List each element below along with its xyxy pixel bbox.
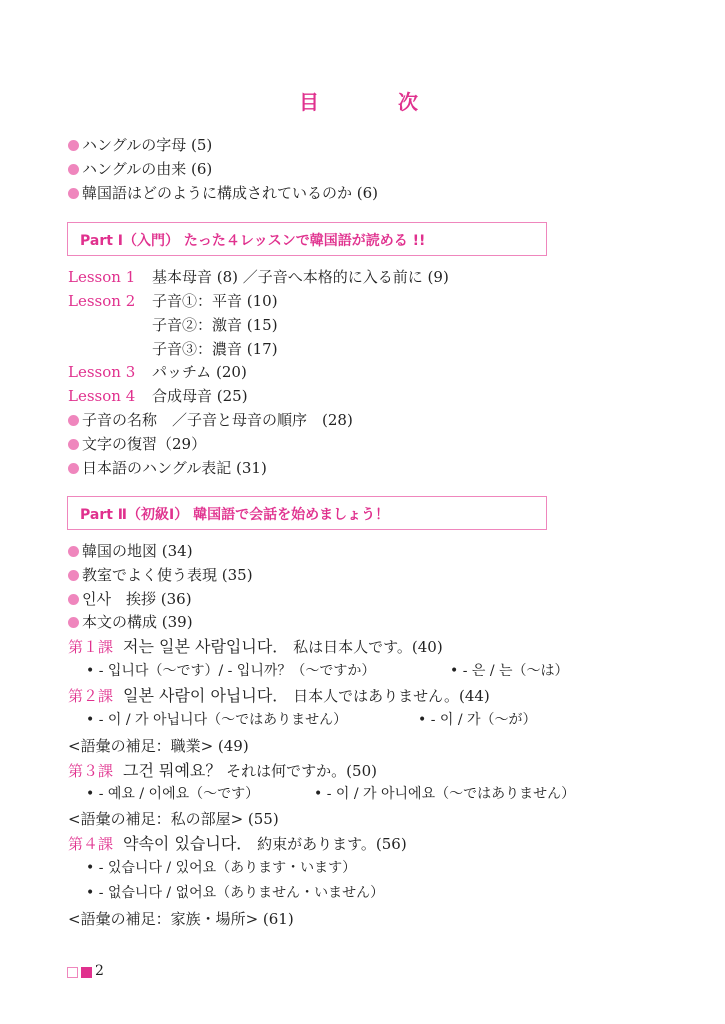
- ka-4: 第４課 약속이 있습니다． 約束があります。(56): [68, 834, 407, 853]
- bullet-dot-icon: [68, 415, 79, 426]
- ka-3-grammar: • - 예요 / 이에요（～です）: [86, 786, 260, 802]
- toc-entry: 韓国の地図 (34): [68, 541, 193, 561]
- bullet-dot-icon: [68, 617, 79, 628]
- lesson-2: Lesson 2 子音①：平音 (10): [68, 292, 278, 310]
- ka-1: 第１課 저는 일본 사람입니다． 私は日本人です。(40): [68, 637, 443, 656]
- ka-1-grammar: • - 입니다（～です）/ - 입니까？（～ですか）: [86, 663, 376, 679]
- part1-heading-box: [67, 222, 547, 256]
- ka-4-grammar: • - 있습니다 / 있어요（あります・います）: [86, 860, 357, 876]
- vocab-supplement: <語彙の補足：家族・場所> (61): [68, 910, 294, 928]
- toc-entry: 本文の構成 (39): [68, 612, 193, 632]
- ka-2-grammar: • - 이 / 가（～が）: [418, 712, 537, 728]
- bullet-dot-icon: [68, 594, 79, 605]
- toc-entry: ハングルの由来 (6): [68, 159, 212, 179]
- toc-entry: 文字の復習（29）: [68, 434, 206, 454]
- ka-4-grammar: • - 없습니다 / 없어요（ありません・いません）: [86, 885, 385, 901]
- vocab-supplement: <語彙の補足：私の部屋> (55): [68, 810, 279, 828]
- ka-3: 第３課 그건 뭐예요？ それは何ですか。(50): [68, 761, 377, 780]
- toc-entry: 教室でよく使う表現 (35): [68, 565, 253, 585]
- lesson-3: Lesson 3 パッチム (20): [68, 363, 247, 381]
- toc-entry: 인사 挨拶 (36): [68, 589, 192, 609]
- toc-title-char-1: 目: [299, 90, 319, 114]
- ka-2: 第２課 일본 사람이 아닙니다． 日本人ではありません。(44): [68, 686, 490, 705]
- toc-entry: 子音の名称 ／子音と母音の順序 (28): [68, 410, 353, 430]
- toc-entry: ハングルの字母 (5): [68, 135, 212, 155]
- page-marker-filled-icon: [81, 967, 92, 978]
- lesson-1: Lesson 1 基本母音 (8) ／子音へ本格的に入る前に (9): [68, 268, 449, 286]
- ka-3-grammar: • - 이 / 가 아니에요（～ではありません）: [314, 786, 576, 802]
- vocab-supplement: <語彙の補足：職業> (49): [68, 737, 249, 755]
- bullet-dot-icon: [68, 188, 79, 199]
- ka-2-grammar: • - 이 / 가 아닙니다（～ではありません）: [86, 712, 348, 728]
- bullet-dot-icon: [68, 570, 79, 581]
- lesson-4: Lesson 4 合成母音 (25): [68, 387, 248, 405]
- bullet-dot-icon: [68, 140, 79, 151]
- bullet-dot-icon: [68, 439, 79, 450]
- bullet-dot-icon: [68, 463, 79, 474]
- page-number: 2: [95, 963, 104, 979]
- toc-entry: 日本語のハングル表記 (31): [68, 458, 267, 478]
- part2-heading-box: [67, 496, 547, 530]
- part2-heading: Part Ⅱ（初級Ⅰ） 韓国語で会話を始めましょう！: [80, 507, 390, 523]
- toc-title-char-2: 次: [398, 90, 418, 114]
- bullet-dot-icon: [68, 546, 79, 557]
- lesson-2-sub: 子音③：濃音 (17): [152, 340, 278, 358]
- part1-heading: Part Ⅰ（入門） たった４レッスンで韓国語が読める !!: [80, 233, 426, 249]
- toc-entry: 韓国語はどのように構成されているのか (6): [68, 183, 378, 203]
- ka-1-grammar: • - 은 / 는（～は）: [450, 663, 569, 679]
- bullet-dot-icon: [68, 164, 79, 175]
- page-marker-outline-icon: [67, 967, 78, 978]
- lesson-2-sub: 子音②：激音 (15): [152, 316, 278, 334]
